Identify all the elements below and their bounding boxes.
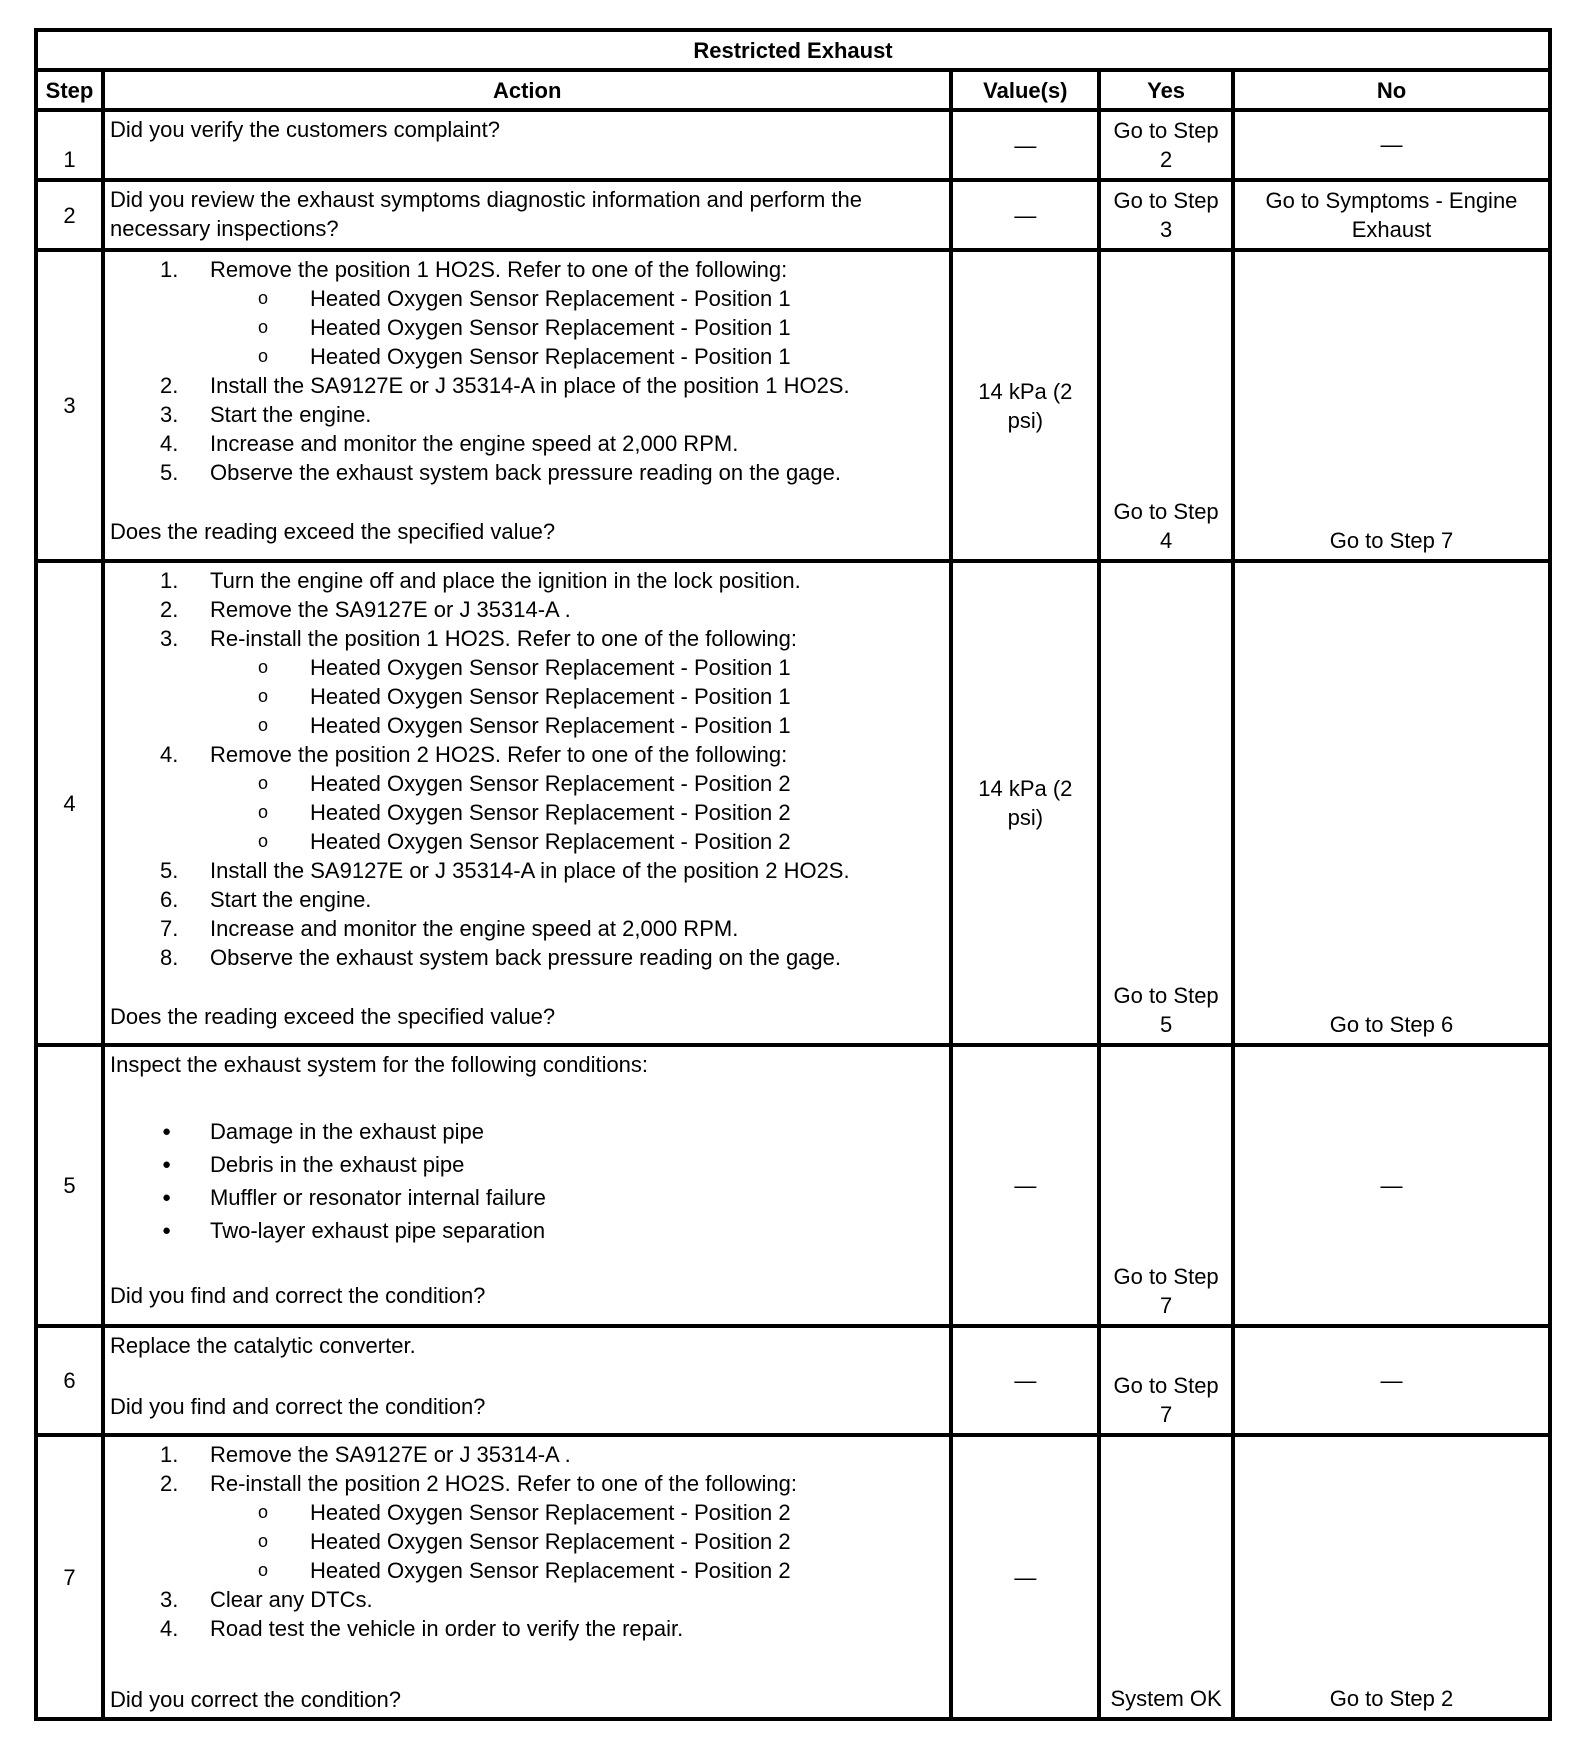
reference-link[interactable]: o Heated Oxygen Sensor Replacement - Position 2 <box>257 1500 791 1525</box>
circle-bullet-icon: o <box>257 831 268 851</box>
value-cell: 14 kPa (2 psi) <box>951 250 1099 561</box>
header-action: Action <box>103 70 951 110</box>
table-row <box>36 1045 1550 1326</box>
circle-bullet-icon: o <box>257 346 268 366</box>
table-row <box>36 561 1550 1045</box>
table-row <box>36 250 1550 561</box>
table-row <box>36 1326 1550 1435</box>
reference-link[interactable]: o Heated Oxygen Sensor Replacement - Position 1 <box>257 344 791 369</box>
header-step: Step <box>36 70 103 110</box>
step-number: 7 <box>36 1435 103 1719</box>
circle-bullet-icon: o <box>257 1502 268 1522</box>
circle-bullet-icon: o <box>257 657 268 677</box>
table-row <box>36 1435 1550 1719</box>
action-cell <box>103 1326 951 1435</box>
step-number: 2 <box>36 180 103 250</box>
table-row <box>36 110 1550 180</box>
reference-link[interactable]: o Heated Oxygen Sensor Replacement - Position 1 <box>257 684 791 709</box>
step-number: 4 <box>36 561 103 1045</box>
question-text: Did you find and correct the condition? <box>109 1394 486 1419</box>
value-cell: — <box>951 1045 1099 1326</box>
yes-cell: Go to Step 2 <box>1099 110 1233 180</box>
value-cell: — <box>951 180 1099 250</box>
procedure-item: 3. Clear any DTCs. <box>159 1587 373 1612</box>
no-cell: Go to Step 6 <box>1233 561 1550 1045</box>
yes-cell: Go to Step 3 <box>1099 180 1233 250</box>
question-text: Does the reading exceed the specified value? <box>109 519 556 544</box>
procedure-item: 6. Start the engine. <box>159 887 372 912</box>
circle-bullet-icon: o <box>257 1560 268 1580</box>
procedure-item: 2. Re-install the position 2 HO2S. Refer to one of the following: o Heated Oxygen Sensor Replacement - Position 2 o Heated Oxygen Sensor Replacement - Position 2 o Heated Oxygen Sensor Replacement - Position 2 <box>110 1469 944 1585</box>
reference-link[interactable]: o Heated Oxygen Sensor Replacement - Position 2 <box>257 829 791 854</box>
yes-cell: Go to Step 4 <box>1099 250 1233 561</box>
question-text: Does the reading exceed the specified value? <box>109 1004 556 1029</box>
action-cell <box>103 250 951 561</box>
no-cell: Go to Step 7 <box>1233 250 1550 561</box>
action-cell <box>103 1435 951 1719</box>
procedure-item: 2. Remove the SA9127E or J 35314-A . <box>159 597 571 622</box>
reference-link[interactable]: o Heated Oxygen Sensor Replacement - Position 2 <box>257 1529 791 1554</box>
step-number: 1 <box>36 110 103 180</box>
action-text: Did you review the exhaust symptoms diagnostic information and perform the necessary inspections? <box>103 180 951 250</box>
reference-link[interactable]: o Heated Oxygen Sensor Replacement - Position 1 <box>257 713 791 738</box>
procedure-item: 7. Increase and monitor the engine speed at 2,000 RPM. <box>159 916 739 941</box>
procedure-item: 2. Install the SA9127E or J 35314-A in place of the position 1 HO2S. <box>159 373 850 398</box>
step-number: 3 <box>36 250 103 561</box>
condition-list <box>110 1115 944 1247</box>
action-cell <box>103 561 951 1045</box>
header-no: No <box>1233 70 1550 110</box>
circle-bullet-icon: o <box>257 317 268 337</box>
value-cell: — <box>951 1435 1099 1719</box>
procedure-item: 4. Remove the position 2 HO2S. Refer to one of the following: o Heated Oxygen Sensor Replacement - Position 2 o Heated Oxygen Sensor Replacement - Position 2 o Heated Oxygen Sensor Replacement - Position 2 <box>110 740 944 856</box>
value-cell: — <box>951 1326 1099 1435</box>
reference-link[interactable]: o Heated Oxygen Sensor Replacement - Position 2 <box>257 800 791 825</box>
question-text: Did you correct the condition? <box>109 1687 402 1712</box>
circle-bullet-icon: o <box>257 715 268 735</box>
action-text: Did you verify the customers complaint? <box>103 110 951 180</box>
condition-item: ● Debris in the exhaust pipe <box>110 1148 944 1181</box>
table-row <box>36 180 1550 250</box>
table-title: Restricted Exhaust <box>36 30 1550 70</box>
condition-item: ● Muffler or resonator internal failure <box>110 1181 944 1214</box>
intro-text: Replace the catalytic converter. <box>109 1333 416 1358</box>
header-yes: Yes <box>1099 70 1233 110</box>
circle-bullet-icon: o <box>257 1531 268 1551</box>
no-cell: — <box>1233 1045 1550 1326</box>
circle-bullet-icon: o <box>257 686 268 706</box>
yes-cell: System OK <box>1099 1435 1233 1719</box>
reference-link[interactable]: o Heated Oxygen Sensor Replacement - Position 2 <box>257 771 791 796</box>
procedure-item: 5. Install the SA9127E or J 35314-A in place of the position 2 HO2S. <box>159 858 850 883</box>
condition-item: ● Damage in the exhaust pipe <box>110 1115 944 1148</box>
value-cell: 14 kPa (2 psi) <box>951 561 1099 1045</box>
procedure-list <box>110 566 944 972</box>
circle-bullet-icon: o <box>257 773 268 793</box>
procedure-item: 3. Start the engine. <box>159 402 372 427</box>
procedure-item: 5. Observe the exhaust system back pressure reading on the gage. <box>159 460 841 485</box>
reference-link[interactable]: o Heated Oxygen Sensor Replacement - Position 2 <box>257 1558 791 1583</box>
procedure-list <box>110 1440 944 1643</box>
procedure-item: 3. Re-install the position 1 HO2S. Refer to one of the following: o Heated Oxygen Sensor Replacement - Position 1 o Heated Oxygen Sensor Replacement - Position 1 o Heated Oxygen Sensor Replacement - Position 1 <box>110 624 944 740</box>
reference-link[interactable]: o Heated Oxygen Sensor Replacement - Position 1 <box>257 655 791 680</box>
diagnostic-table <box>34 28 1552 1721</box>
yes-cell: Go to Step 7 <box>1099 1045 1233 1326</box>
no-cell: Go to Symptoms - Engine Exhaust <box>1233 180 1550 250</box>
yes-cell: Go to Step 7 <box>1099 1326 1233 1435</box>
header-values: Value(s) <box>951 70 1099 110</box>
procedure-item: 8. Observe the exhaust system back pressure reading on the gage. <box>159 945 841 970</box>
procedure-item: 4. Road test the vehicle in order to verify the repair. <box>159 1616 684 1641</box>
no-cell: Go to Step 2 <box>1233 1435 1550 1719</box>
value-cell: — <box>951 110 1099 180</box>
procedure-item: 1. Turn the engine off and place the ignition in the lock position. <box>159 568 801 593</box>
procedure-item: 1. Remove the position 1 HO2S. Refer to one of the following: o Heated Oxygen Sensor Replacement - Position 1 o Heated Oxygen Sensor Replacement - Position 1 o Heated Oxygen Sensor Replacement - Position 1 <box>110 255 944 371</box>
yes-cell: Go to Step 5 <box>1099 561 1233 1045</box>
step-number: 5 <box>36 1045 103 1326</box>
procedure-item: 4. Increase and monitor the engine speed at 2,000 RPM. <box>159 431 739 456</box>
circle-bullet-icon: o <box>257 802 268 822</box>
procedure-item: 1. Remove the SA9127E or J 35314-A . <box>159 1442 571 1467</box>
no-cell: — <box>1233 1326 1550 1435</box>
question-text: Did you find and correct the condition? <box>109 1283 486 1308</box>
reference-link[interactable]: o Heated Oxygen Sensor Replacement - Position 1 <box>257 315 791 340</box>
reference-link[interactable]: o Heated Oxygen Sensor Replacement - Position 1 <box>257 286 791 311</box>
intro-text: Inspect the exhaust system for the following conditions: <box>109 1052 649 1077</box>
condition-item: ● Two-layer exhaust pipe separation <box>110 1214 944 1247</box>
circle-bullet-icon: o <box>257 288 268 308</box>
procedure-list <box>110 255 944 487</box>
no-cell: — <box>1233 110 1550 180</box>
step-number: 6 <box>36 1326 103 1435</box>
action-cell <box>103 1045 951 1326</box>
